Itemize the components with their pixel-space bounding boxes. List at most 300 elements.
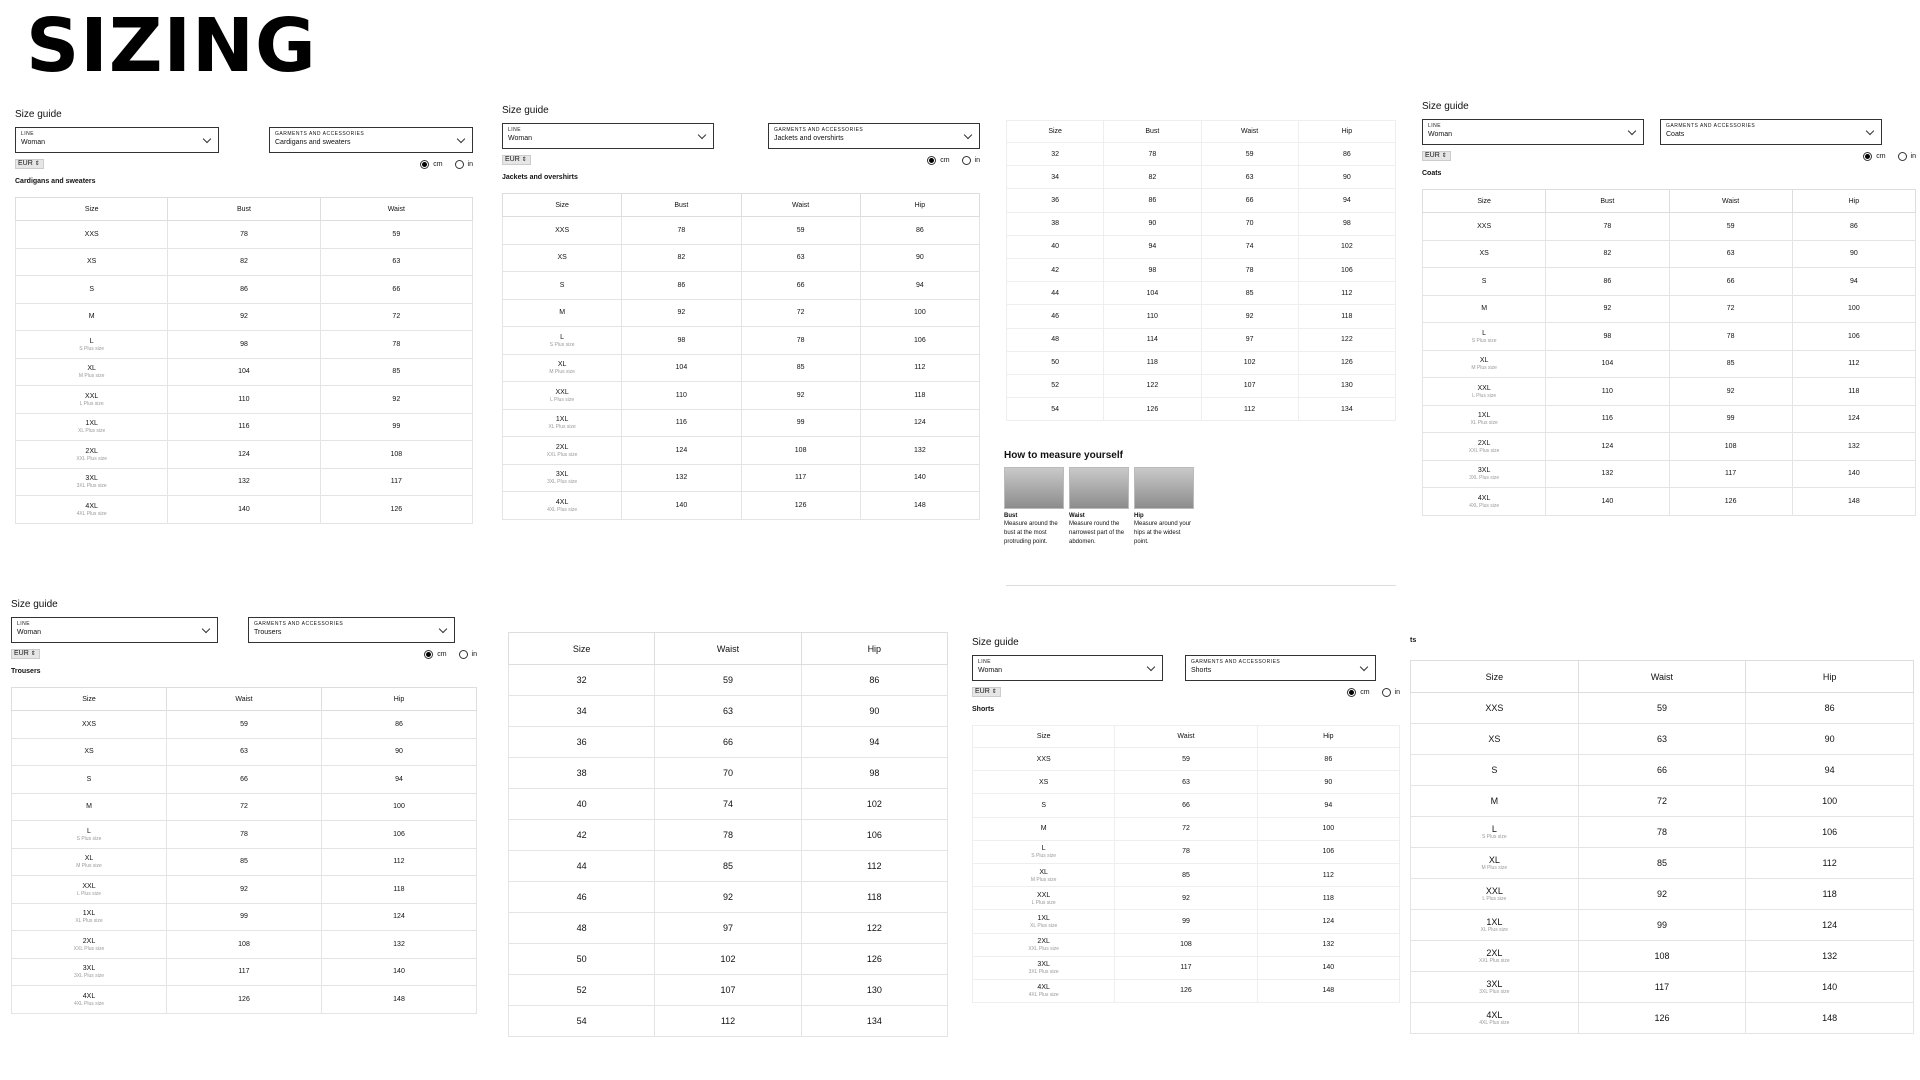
measurement-cell: 90 (1746, 724, 1914, 755)
table-row (1007, 398, 1396, 421)
column-header: Bust (1104, 121, 1201, 143)
table-row (1423, 378, 1916, 406)
size-label: 2XL (1477, 439, 1491, 447)
measurement-cell: 140 (1746, 972, 1914, 1003)
line-select[interactable] (15, 127, 219, 153)
measurement-cell: 126 (741, 492, 860, 520)
table-row (1411, 693, 1914, 724)
measurement-cell: 134 (801, 1006, 947, 1037)
size-label: 38 (1051, 220, 1060, 228)
measurement-cell: 140 (1546, 488, 1669, 516)
table-row (12, 931, 477, 959)
stepper-arrows-icon: ⇕ (1441, 153, 1447, 159)
size-cell (16, 221, 168, 249)
size-cell (1411, 724, 1579, 755)
size-label: 3XL (1037, 961, 1050, 969)
size-cell (16, 441, 168, 469)
measurement-cell: 97 (1201, 328, 1298, 351)
size-cell (12, 958, 167, 986)
measurement-cell: 94 (322, 766, 477, 794)
measurement-cell: 86 (1298, 143, 1395, 166)
size-label: XS (86, 258, 97, 266)
size-cell (509, 758, 655, 789)
plus-size-label: 3XL Plus size (76, 483, 107, 490)
size-cell (503, 437, 622, 465)
measurement-cell: 124 (622, 437, 741, 465)
measure-title: How to measure yourself (1004, 450, 1123, 461)
measure-name: Hip (1134, 513, 1144, 519)
line-select[interactable] (972, 655, 1163, 681)
size-cell (503, 217, 622, 245)
size-label: 48 (576, 922, 587, 933)
column-header: Waist (1115, 726, 1257, 748)
table-row (503, 327, 980, 355)
page-title: SIZING (26, 3, 317, 89)
measurement-cell: 85 (320, 358, 472, 386)
measurement-cell: 85 (741, 354, 860, 382)
table-row (16, 413, 473, 441)
measurement-cell: 90 (1257, 771, 1399, 794)
column-header: Waist (741, 194, 860, 217)
measurement-cell: 86 (622, 272, 741, 300)
size-label: S (86, 775, 92, 783)
size-cell (973, 794, 1115, 817)
garment-select[interactable] (248, 617, 455, 643)
garment-select[interactable] (1660, 119, 1882, 145)
stepper-arrows-icon: ⇕ (991, 689, 997, 695)
table-row (1423, 350, 1916, 378)
measurement-cell: 66 (320, 276, 472, 304)
currency-select[interactable] (972, 687, 1001, 697)
size-cell (16, 303, 168, 331)
measure-name: Bust (1004, 513, 1018, 519)
column-header: Hip (1746, 661, 1914, 693)
unit-toggle (408, 160, 473, 169)
measurement-cell: 140 (1792, 460, 1915, 488)
measurement-cell: 66 (1578, 755, 1746, 786)
size-label: XXS (555, 226, 570, 234)
measurement-cell: 94 (1257, 794, 1399, 817)
measurement-cell: 104 (168, 358, 320, 386)
measurement-cell: 108 (320, 441, 472, 469)
size-cell (16, 386, 168, 414)
table-row (973, 910, 1400, 933)
plus-size-label: S Plus size (79, 345, 105, 352)
size-label: L (560, 333, 565, 341)
size-table (508, 632, 948, 1037)
line-select-label: LINE (978, 659, 992, 665)
measurement-cell: 92 (168, 303, 320, 331)
measurement-cell: 92 (167, 876, 322, 904)
size-cell (1007, 282, 1104, 305)
size-label: S (89, 285, 94, 293)
measurement-cell: 118 (1257, 887, 1399, 910)
size-label: 32 (576, 674, 587, 685)
plus-size-label: 4XL Plus size (547, 506, 578, 513)
unit-cm-label: cm (1360, 689, 1370, 696)
measure-hip (1134, 467, 1194, 547)
measurement-cell: 106 (322, 821, 477, 849)
measurement-cell: 99 (320, 413, 472, 441)
measurement-cell: 59 (1669, 213, 1792, 241)
radio-cm[interactable] (927, 156, 936, 165)
size-cell (1007, 305, 1104, 328)
size-cell (12, 738, 167, 766)
table-row (16, 248, 473, 276)
size-label: XS (84, 748, 94, 756)
table-row (1411, 786, 1914, 817)
measurement-cell: 140 (860, 464, 979, 492)
size-label: XS (557, 254, 567, 262)
table-row (503, 492, 980, 520)
size-table (1410, 660, 1914, 1034)
measurement-cell: 66 (1201, 189, 1298, 212)
garment-select[interactable] (269, 127, 473, 153)
currency-select[interactable] (11, 649, 40, 659)
measurement-cell: 82 (1104, 166, 1201, 189)
measurement-cell: 112 (1792, 350, 1915, 378)
measurement-cell: 118 (1792, 378, 1915, 406)
measurement-cell: 98 (1546, 323, 1669, 351)
column-header: Hip (1792, 190, 1915, 213)
table-row (16, 221, 473, 249)
line-select[interactable] (11, 617, 218, 643)
measurement-cell: 140 (322, 958, 477, 986)
measurement-cell: 110 (622, 382, 741, 410)
measurement-cell: 98 (801, 758, 947, 789)
measurement-cell: 86 (1546, 268, 1669, 296)
line-select-label: LINE (21, 131, 35, 137)
measurement-cell: 117 (1578, 972, 1746, 1003)
garment-select[interactable] (768, 123, 980, 149)
measurement-cell: 126 (1115, 979, 1257, 1002)
size-cell (16, 248, 168, 276)
table-row (1007, 258, 1396, 281)
measurement-cell: 90 (1104, 212, 1201, 235)
size-label: L (1491, 823, 1497, 834)
table-header-row (503, 194, 980, 217)
size-label: 1XL (1486, 916, 1503, 927)
size-label: L (89, 337, 94, 345)
garment-select[interactable] (1185, 655, 1376, 681)
measurement-cell: 85 (167, 848, 322, 876)
size-label: 3XL (1486, 978, 1503, 989)
size-cell (1007, 351, 1104, 374)
measurement-cell: 94 (1104, 235, 1201, 258)
column-header: Waist (655, 633, 801, 665)
unit-in-label: in (1394, 689, 1400, 696)
garment-select-label: GARMENTS AND ACCESSORIES (774, 127, 864, 133)
category-title: Cardigans and sweaters (15, 178, 96, 185)
size-label: 52 (576, 984, 587, 995)
measurement-cell: 148 (322, 986, 477, 1014)
size-label: XL (1488, 854, 1500, 865)
table-row (509, 882, 948, 913)
measurement-cell: 140 (1257, 956, 1399, 979)
measurement-cell: 132 (860, 437, 979, 465)
size-cell (1423, 460, 1546, 488)
measurement-cell: 132 (1257, 933, 1399, 956)
measurement-cell: 118 (1746, 879, 1914, 910)
measurement-cell: 98 (1104, 258, 1201, 281)
measurement-cell: 78 (168, 221, 320, 249)
table-row (16, 441, 473, 469)
radio-in[interactable] (1898, 152, 1907, 161)
line-select[interactable] (1422, 119, 1644, 145)
measurement-cell: 63 (320, 248, 472, 276)
measurement-cell: 98 (1298, 212, 1395, 235)
size-table (1422, 189, 1916, 516)
radio-in[interactable] (1382, 688, 1391, 697)
column-header: Hip (1257, 726, 1399, 748)
table-row (1007, 235, 1396, 258)
size-cell (1423, 295, 1546, 323)
measurement-cell: 86 (801, 665, 947, 696)
measurement-cell: 126 (167, 986, 322, 1014)
measurement-cell: 106 (1746, 817, 1914, 848)
size-label: 1XL (1037, 914, 1050, 922)
measurement-cell: 86 (1257, 748, 1399, 771)
measurement-cell: 122 (1298, 328, 1395, 351)
column-header: Size (509, 633, 655, 665)
line-select-value: Woman (978, 667, 1002, 674)
radio-cm[interactable] (1863, 152, 1872, 161)
radio-cm[interactable] (1347, 688, 1356, 697)
table-row (503, 354, 980, 382)
size-guide-shorts (972, 636, 1400, 1003)
table-row (12, 793, 477, 821)
table-row (1411, 972, 1914, 1003)
size-label: XL (87, 365, 96, 373)
size-label: L (87, 827, 91, 835)
size-label: 40 (576, 798, 587, 809)
size-label: XS (1488, 733, 1501, 744)
garment-select-label: GARMENTS AND ACCESSORIES (1191, 659, 1281, 665)
size-table (1006, 120, 1396, 421)
unit-cm-label: cm (940, 157, 950, 164)
size-label: 4XL (1477, 494, 1491, 502)
table-row (509, 913, 948, 944)
plus-size-label: XXL Plus size (1478, 957, 1510, 964)
table-row (503, 464, 980, 492)
size-label: XL (557, 361, 567, 369)
size-label: 4XL (1486, 1009, 1503, 1020)
table-header-row (1423, 190, 1916, 213)
garment-select-label: GARMENTS AND ACCESSORIES (254, 621, 344, 627)
stepper-arrows-icon: ⇕ (34, 161, 40, 167)
measurement-cell: 78 (1104, 143, 1201, 166)
size-cell (973, 771, 1115, 794)
size-cell (973, 817, 1115, 840)
size-label: 46 (576, 891, 587, 902)
size-cell (1411, 972, 1579, 1003)
measurement-cell: 92 (1546, 295, 1669, 323)
unit-cm-label: cm (433, 161, 443, 168)
column-header: Waist (1201, 121, 1298, 143)
unit-toggle (1335, 688, 1400, 697)
table-row (1423, 240, 1916, 268)
table-row (16, 496, 473, 524)
measurement-cell: 99 (1669, 405, 1792, 433)
measurement-cell: 148 (1257, 979, 1399, 1002)
measurement-cell: 92 (741, 382, 860, 410)
table-row (503, 272, 980, 300)
measurement-cell: 118 (1104, 351, 1201, 374)
measurement-cell: 140 (168, 496, 320, 524)
size-cell (509, 851, 655, 882)
size-cell (973, 910, 1115, 933)
radio-in[interactable] (962, 156, 971, 165)
size-label: 1XL (82, 910, 96, 918)
measure-guide (1004, 450, 1254, 547)
column-header: Size (1423, 190, 1546, 213)
size-cell (503, 382, 622, 410)
size-cell (509, 913, 655, 944)
measure-desc: Measure around the bust at the most protruding point. (1004, 521, 1058, 545)
measurement-cell: 78 (1546, 213, 1669, 241)
currency-select[interactable] (1422, 151, 1451, 161)
size-cell (509, 882, 655, 913)
measurement-cell: 102 (1298, 235, 1395, 258)
size-cell (12, 903, 167, 931)
garment-select-value: Shorts (1191, 667, 1212, 674)
size-label: XXL (1477, 384, 1491, 392)
measure-desc: Measure round the narrowest part of the abdomen. (1069, 521, 1125, 545)
plus-size-label: S Plus size (1471, 337, 1497, 344)
measurement-cell: 100 (860, 299, 979, 327)
size-cell (1411, 817, 1579, 848)
measurement-cell: 126 (1104, 398, 1201, 421)
table-row (1007, 166, 1396, 189)
garment-select-label: GARMENTS AND ACCESSORIES (275, 131, 365, 137)
table-header-row (16, 198, 473, 221)
size-table (502, 193, 980, 520)
garment-select-value: Cardigans and sweaters (275, 139, 351, 146)
radio-in[interactable] (459, 650, 468, 659)
size-label: XXS (81, 720, 96, 728)
measurement-cell: 99 (1578, 910, 1746, 941)
measurement-cell: 59 (741, 217, 860, 245)
table-row (503, 382, 980, 410)
table-row (1007, 212, 1396, 235)
table-row (509, 789, 948, 820)
measurement-cell: 86 (860, 217, 979, 245)
size-label: 3XL (555, 471, 569, 479)
measurement-cell: 59 (1578, 693, 1746, 724)
measurement-cell: 85 (655, 851, 801, 882)
measurement-cell: 110 (1104, 305, 1201, 328)
measurement-cell: 110 (1546, 378, 1669, 406)
measurement-cell: 132 (322, 931, 477, 959)
plus-size-label: L Plus size (1482, 895, 1507, 902)
measurement-cell: 130 (1298, 374, 1395, 397)
size-label: 40 (1051, 243, 1060, 251)
size-cell (1411, 941, 1579, 972)
measurement-cell: 72 (320, 303, 472, 331)
unit-toggle (915, 156, 980, 165)
size-label: L (1041, 845, 1046, 853)
size-cell (1423, 268, 1546, 296)
line-select[interactable] (502, 123, 714, 149)
unit-in-label: in (974, 157, 980, 164)
table-row (973, 748, 1400, 771)
currency-select[interactable] (15, 159, 44, 169)
measure-name: Waist (1069, 513, 1085, 519)
measurement-cell: 82 (168, 248, 320, 276)
radio-in[interactable] (455, 160, 464, 169)
stepper-arrows-icon: ⇕ (521, 157, 527, 163)
measurement-cell: 106 (860, 327, 979, 355)
size-cell (1423, 405, 1546, 433)
table-row (1007, 189, 1396, 212)
unit-in-label: in (1910, 153, 1916, 160)
category-title: Coats (1422, 170, 1442, 177)
size-label: 34 (1051, 173, 1060, 181)
measurement-cell: 108 (167, 931, 322, 959)
radio-cm[interactable] (424, 650, 433, 659)
measurement-cell: 78 (320, 331, 472, 359)
column-header: Waist (320, 198, 472, 221)
table-row (973, 979, 1400, 1002)
plus-size-label: XL Plus size (1030, 922, 1058, 929)
unit-toggle (1851, 152, 1916, 161)
size-label: 4XL (1037, 984, 1050, 992)
plus-size-label: 3XL Plus size (73, 973, 105, 980)
measurement-cell: 112 (1298, 282, 1395, 305)
size-cell (973, 956, 1115, 979)
size-label: 52 (1051, 382, 1060, 390)
plus-size-label: 3XL Plus size (1028, 969, 1059, 976)
measurement-cell: 102 (801, 789, 947, 820)
measurement-cell: 78 (1115, 840, 1257, 863)
table-row (12, 711, 477, 739)
column-header: Size (503, 194, 622, 217)
column-header: Size (1007, 121, 1104, 143)
table-row (12, 876, 477, 904)
measurement-cell: 118 (860, 382, 979, 410)
size-cell (1411, 848, 1579, 879)
size-label: M (559, 309, 566, 317)
measurement-cell: 100 (322, 793, 477, 821)
stepper-arrows-icon: ⇕ (30, 651, 36, 657)
size-cell (509, 665, 655, 696)
currency-select[interactable] (502, 155, 531, 165)
measurement-cell: 108 (741, 437, 860, 465)
measurement-cell: 104 (622, 354, 741, 382)
size-guide-trousers (11, 598, 477, 1014)
measurement-cell: 92 (1578, 879, 1746, 910)
table-row (973, 840, 1400, 863)
size-label: S (1481, 277, 1487, 285)
measurement-cell: 70 (1201, 212, 1298, 235)
measurement-cell: 85 (1669, 350, 1792, 378)
size-guide-jackets (502, 104, 980, 520)
plus-size-label: 4XL Plus size (1028, 992, 1059, 999)
unit-in-label: in (467, 161, 473, 168)
measurement-cell: 63 (741, 244, 860, 272)
size-label: XXL (1037, 891, 1051, 899)
size-cell (973, 840, 1115, 863)
size-label: XXS (84, 230, 99, 238)
size-label: 38 (576, 767, 587, 778)
size-cell (973, 979, 1115, 1002)
table-row (16, 386, 473, 414)
table-row (503, 244, 980, 272)
measurement-cell: 99 (167, 903, 322, 931)
size-cell (16, 496, 168, 524)
radio-cm[interactable] (420, 160, 429, 169)
measurement-cell: 112 (655, 1006, 801, 1037)
